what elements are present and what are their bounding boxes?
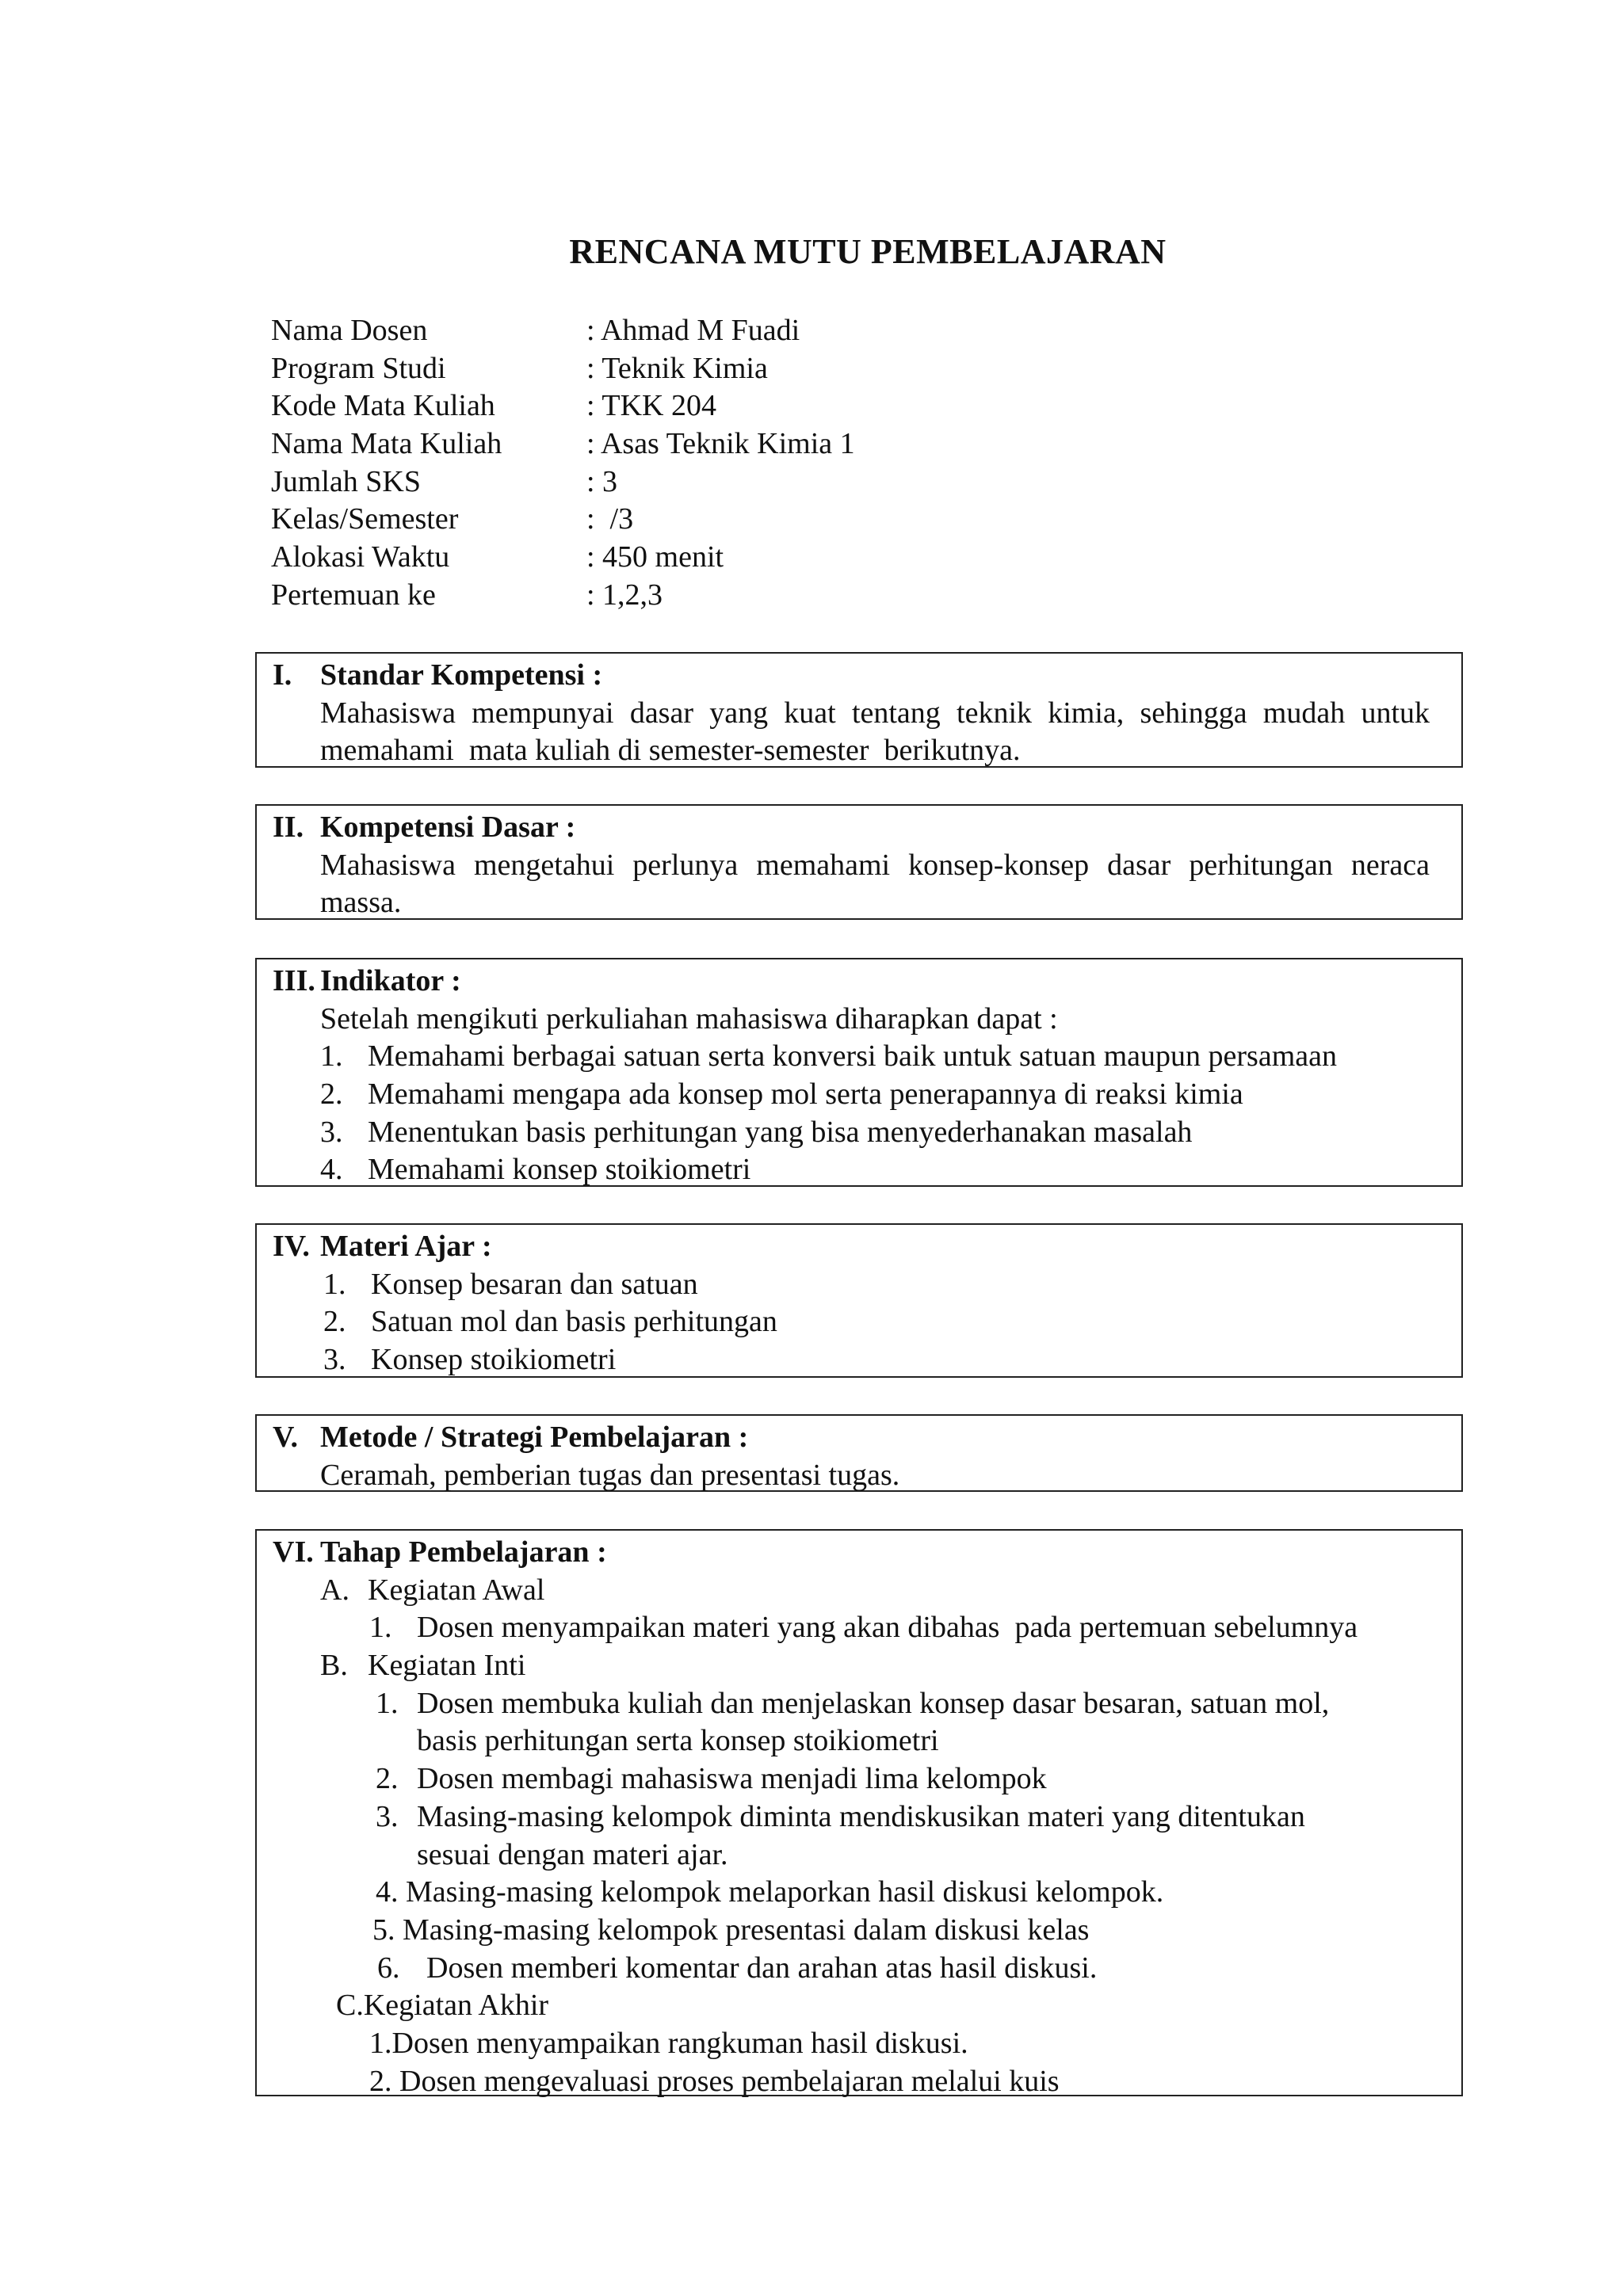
info-value: : 1,2,3 [586,578,663,612]
list-item: 1. Konsep besaran dan satuan [323,1267,698,1301]
section-indikator [255,958,1463,1187]
section-number: III. [273,964,315,997]
list-item: 1. Dosen membuka kuliah dan menjelaskan konsep dasar besaran, satuan mol, [376,1686,1330,1720]
section-text-line: Mahasiswa mempunyai dasar yang kuat tentang teknik kimia, sehingga mudah untuk [320,696,1430,730]
section-metode [255,1414,1463,1492]
list-item: 2. Satuan mol dan basis perhitungan [323,1305,777,1339]
section-text-line: massa. [320,886,402,920]
section-text-line: Mahasiswa mengetahui perlunya memahami konsep-konsep dasar perhitungan neraca [320,848,1430,882]
section-tahap-pembelajaran [255,1529,1463,2096]
info-label: Alokasi Waktu [271,540,450,574]
section-heading [257,1419,1461,1457]
info-value: : 3 [586,464,618,498]
list-item: 1.Dosen menyampaikan rangkuman hasil diskusi. [369,2026,968,2060]
page-title: RENCANA MUTU PEMBELAJARAN [569,232,1167,271]
list-item: 2. Dosen membagi mahasiswa menjadi lima kelompok [376,1762,1047,1796]
list-item: 3. Menentukan basis perhitungan yang bisa menyederhanakan masalah [320,1115,1193,1149]
section-standar-kompetensi [255,652,1463,768]
section-text-line: memahami mata kuliah di semester-semester berikutnya. [320,734,1021,768]
list-item: 4. Masing-masing kelompok melaporkan hasil diskusi kelompok. [376,1875,1164,1909]
section-title: Materi Ajar : [320,1230,492,1263]
section-text-line: Ceramah, pemberian tugas dan presentasi tugas. [320,1458,900,1492]
info-label: Pertemuan ke [271,578,436,612]
list-item: 3. Masing-masing kelompok diminta mendiskusikan materi yang ditentukan [376,1799,1305,1833]
info-label: Kelas/Semester [271,502,459,536]
info-label: Kode Mata Kuliah [271,389,495,423]
list-item: 4. Memahami konsep stoikiometri [320,1153,751,1187]
section-number: II. [273,810,304,844]
section-number: VI. [273,1535,314,1569]
list-item-continuation: basis perhitungan serta konsep stoikiometri [417,1724,939,1758]
info-value: : Asas Teknik Kimia 1 [586,427,855,461]
section-title: Tahap Pembelajaran : [320,1535,607,1569]
section-intro: Setelah mengikuti perkuliahan mahasiswa diharapkan dapat : [320,1001,1058,1035]
subsection-heading: B. Kegiatan Inti [320,1649,526,1683]
list-item-continuation: sesuai dengan materi ajar. [417,1837,728,1871]
section-number: IV. [273,1230,310,1263]
section-heading [257,1228,1461,1266]
section-title: Standar Kompetensi : [320,658,603,692]
info-value: : Ahmad M Fuadi [586,314,800,347]
info-label: Jumlah SKS [271,464,421,498]
section-number: V. [273,1421,299,1454]
info-value: : TKK 204 [586,389,716,423]
list-item: 1. Memahami berbagai satuan serta konversi baik untuk satuan maupun persamaan [320,1039,1337,1074]
section-materi-ajar [255,1223,1463,1378]
list-item: 1. Dosen menyampaikan materi yang akan dibahas pada pertemuan sebelumnya [369,1611,1358,1645]
subsection-heading: C.Kegiatan Akhir [336,1989,549,2023]
section-title: Indikator : [320,964,461,997]
info-value: : /3 [586,502,634,536]
list-item: 6. Dosen memberi komentar dan arahan atas hasil diskusi. [377,1951,1098,1985]
section-number: I. [273,658,292,692]
section-heading [257,963,1461,1001]
section-heading [257,809,1461,847]
info-value: : 450 menit [586,540,724,574]
subsection-heading: A. Kegiatan Awal [320,1573,545,1607]
info-label: Program Studi [271,351,446,385]
section-title: Kompetensi Dasar : [320,810,576,844]
section-heading [257,1534,1461,1572]
section-heading [257,657,1461,695]
list-item: 5. Masing-masing kelompok presentasi dalam diskusi kelas [372,1913,1090,1947]
list-item: 2. Memahami mengapa ada konsep mol serta penerapannya di reaksi kimia [320,1077,1243,1112]
section-kompetensi-dasar [255,804,1463,920]
section-title: Metode / Strategi Pembelajaran : [320,1421,749,1454]
info-label: Nama Dosen [271,314,428,347]
list-item: 3. Konsep stoikiometri [323,1343,617,1377]
info-label: Nama Mata Kuliah [271,427,502,461]
list-item: 2. Dosen mengevaluasi proses pembelajaran melalui kuis [369,2064,1060,2098]
info-value: : Teknik Kimia [586,351,768,385]
